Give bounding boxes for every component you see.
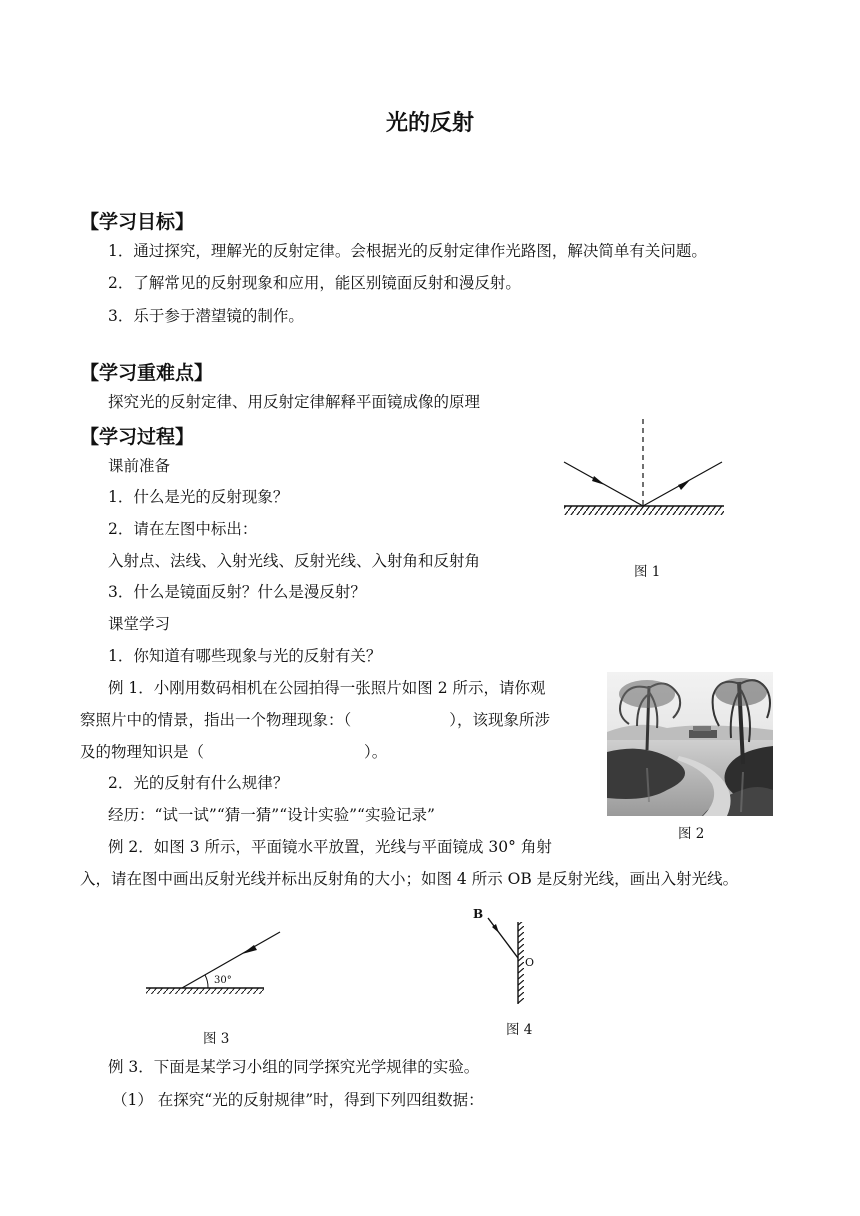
goal-item-1: 1．通过探究，理解光的反射定律。会根据光的反射定律作光路图，解决简单有关问题。 <box>108 242 707 260</box>
example-1-line-3a: 及的物理知识是（ <box>80 743 205 761</box>
prep-question-3: 3．什么是镜面反射？什么是漫反射？ <box>108 583 366 601</box>
example-3-text: 例 3．下面是某学习小组的同学探究光学规律的实验。 <box>108 1058 480 1076</box>
example-2-line-1: 例 2．如图 3 所示，平面镜水平放置，光线与平面镜成 30° 角射 <box>108 838 552 856</box>
figure-1-caption: 图 1 <box>634 564 661 580</box>
class-label: 课堂学习 <box>108 615 171 633</box>
figure-3-angle-arc <box>205 975 208 988</box>
example-1-line-2 <box>80 710 550 730</box>
goals-heading: 【学习目标】 <box>80 211 195 233</box>
example-1-line-3b: ）。 <box>364 743 388 761</box>
goal-item-2: 2．了解常见的反射现象和应用，能区别镜面反射和漫反射。 <box>108 274 521 292</box>
figure-2-caption: 图 2 <box>678 826 705 842</box>
figure-3-incident-arrow-icon <box>242 945 257 954</box>
page-title: 光的反射 <box>385 111 474 136</box>
figure-4-mirror-hatching <box>518 922 524 1004</box>
figure-4-label-b: B <box>473 907 484 921</box>
experience-text: 经历：“试一试”“猜一猜”“设计实验”“实验记录” <box>108 806 435 824</box>
prep-question-2: 2．请在左图中标出： <box>108 520 258 538</box>
example-1-line-1: 例 1．小刚用数码相机在公园拍得一张照片如图 2 所示，请你观 <box>108 679 546 697</box>
example-1-line-3 <box>80 742 387 762</box>
figure-1-reflection-diagram <box>556 415 736 525</box>
class-question-1: 1．你知道有哪些现象与光的反射有关？ <box>108 647 382 665</box>
figure-4-caption: 图 4 <box>506 1022 533 1038</box>
figure-4-reflected-ray <box>488 918 518 958</box>
example-2-line-2: 入，请在图中画出反射光线并标出反射角的大小；如图 4 所示 OB 是反射光线，画出入射光线。 <box>80 870 739 888</box>
prep-question-2-detail: 入射点、法线、入射光线、反射光线、入射角和反射角 <box>108 552 481 570</box>
key-points-text: 探究光的反射定律、用反射定律解释平面镜成像的原理 <box>108 393 481 411</box>
figure-3-caption: 图 3 <box>203 1031 230 1047</box>
example-3-subquestion: （1） 在探究“光的反射规律”时，得到下列四组数据： <box>112 1091 484 1109</box>
figure-3-angle-label: 30° <box>214 975 232 986</box>
figure-4-label-o: O <box>525 956 535 969</box>
goal-item-3: 3．乐于参于潜望镜的制作。 <box>108 307 304 325</box>
figure-1-incident-arrow-icon <box>592 476 605 485</box>
example-1-line-2b: ），该现象所涉 <box>449 711 551 729</box>
example-1-line-2a: 察照片中的情景，指出一个物理现象：（ <box>80 711 352 729</box>
figure-1-reflected-arrow-icon <box>678 480 690 490</box>
process-heading: 【学习过程】 <box>80 426 195 448</box>
figure-2-park-photo <box>607 672 773 816</box>
figure-1-mirror-hatching <box>564 506 724 515</box>
class-question-2: 2．光的反射有什么规律？ <box>108 774 289 792</box>
prep-label: 课前准备 <box>108 457 171 475</box>
prep-question-1: 1．什么是光的反射现象？ <box>108 488 289 506</box>
figure-3-mirror-hatching <box>146 988 264 994</box>
figure-3-mirror-diagram <box>142 928 272 998</box>
figure-4-mirror-diagram <box>468 902 548 1012</box>
key-points-heading: 【学习重难点】 <box>80 362 214 384</box>
